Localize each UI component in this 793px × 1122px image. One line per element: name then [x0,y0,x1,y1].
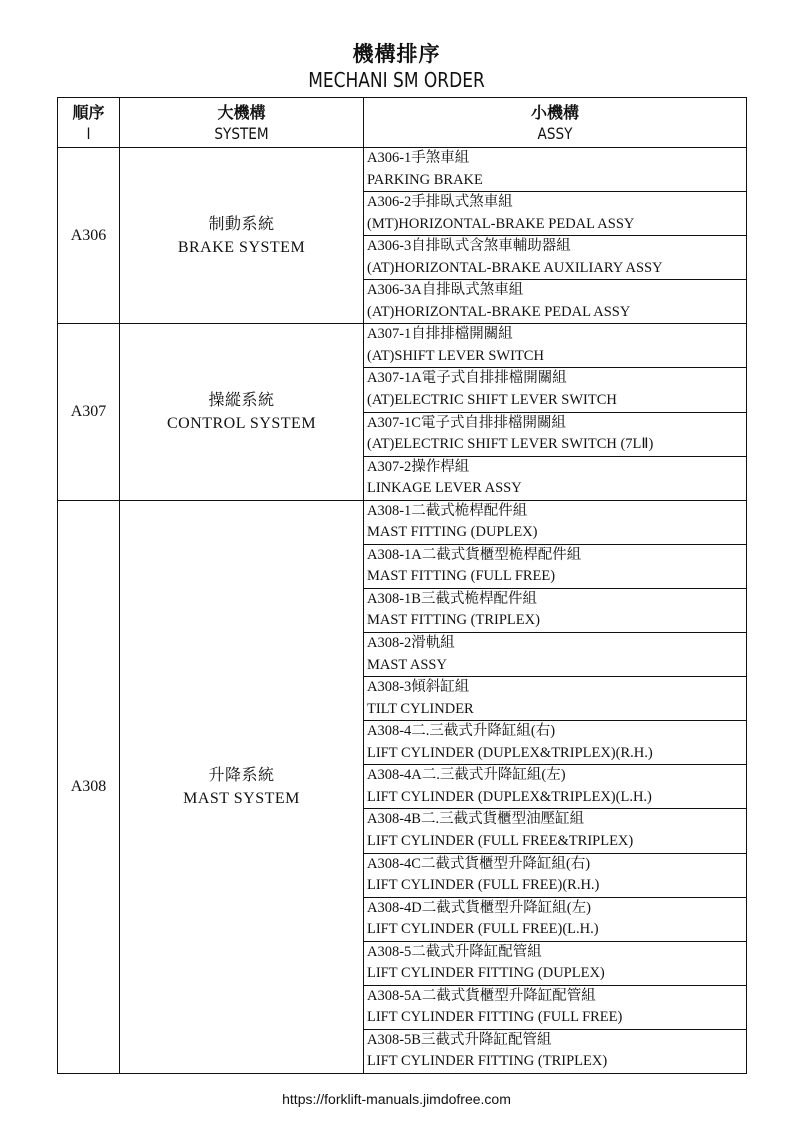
page-subtitle: MECHANI SM ORDER [308,68,485,92]
assy-name-en: LIFT CYLINDER FITTING (DUPLEX) [367,965,605,982]
table-body [58,148,747,1074]
system-name-zh: 操縱系統 [208,392,275,410]
assy-cell [364,588,747,632]
assy-name-zh: A308-4A二.三截式升降缸組(左) [367,767,566,784]
footer-url: https://forklift-manuals.jimdofree.com [282,1091,511,1107]
assy-name-zh: A308-5二截式升降缸配管組 [367,943,542,960]
assy-name-zh: A306-3A自排臥式煞車組 [367,282,524,299]
header-assy-zh: 小機構 [530,102,579,122]
assy-name-zh: A308-5B三截式升降缸配管組 [367,1031,552,1048]
assy-cell [364,236,747,280]
assy-name-zh: A308-3傾斜缸組 [367,679,470,696]
system-name-zh: 升降系統 [208,766,275,784]
assy-name-en: MAST FITTING (DUPLEX) [367,524,538,541]
header-order [58,98,120,148]
assy-name-en: (AT)ELECTRIC SHIFT LEVER SWITCH [367,391,617,408]
assy-name-zh: A308-4二.三截式升降缸組(右) [367,723,556,740]
assy-name-en: MAST FITTING (FULL FREE) [367,568,556,585]
assy-cell [364,721,747,765]
header-assy [364,98,747,148]
assy-cell [364,765,747,809]
header-assy-en: ASSY [537,123,573,143]
assy-cell [364,633,747,677]
assy-name-zh: A306-2手排臥式煞車組 [367,194,513,211]
header-system-en: SYSTEM [214,123,269,143]
assy-name-en: TILT CYLINDER [367,700,474,717]
assy-name-en: (AT)SHIFT LEVER SWITCH [367,347,544,364]
assy-cell [364,280,747,324]
assy-cell [364,897,747,941]
group-code: A308 [58,500,120,1073]
assy-name-zh: A308-4C二截式貨櫃型升降缸組(右) [367,855,591,872]
assy-name-en: (AT)HORIZONTAL-BRAKE PEDAL ASSY [367,303,631,320]
assy-name-en: LINKAGE LEVER ASSY [367,480,522,497]
table-row [58,148,747,192]
group-system [120,324,364,500]
assy-name-zh: A308-1二截式桅桿配件組 [367,502,528,519]
assy-name-en: LIFT CYLINDER (FULL FREE)(R.H.) [367,877,600,893]
assy-cell [364,368,747,412]
assy-cell [364,853,747,897]
system-name-zh: 制動系統 [208,215,275,233]
assy-name-zh: A307-1A電子式自排排檔開關組 [367,370,567,387]
table-row [58,324,747,368]
assy-name-zh: A307-1C電子式自排排檔開關組 [367,414,566,431]
assy-name-en: (AT)ELECTRIC SHIFT LEVER SWITCH (7LⅡ) [367,436,654,453]
assy-cell [364,941,747,985]
assy-cell [364,148,747,192]
group-system [120,148,364,324]
assy-name-zh: A307-1自排排檔開關組 [367,326,513,343]
assy-name-en: (MT)HORIZONTAL-BRAKE PEDAL ASSY [367,215,635,232]
page-title: 機構排序 [352,42,441,66]
assy-cell [364,192,747,236]
assy-cell [364,1029,747,1073]
group-code: A306 [58,148,120,324]
assy-name-zh: A308-4B二.三截式貨櫃型油壓缸組 [367,811,585,828]
assy-name-zh: A306-3自排臥式含煞車輔助器組 [367,238,571,255]
system-name-en: MAST SYSTEM [183,789,300,807]
table-header-row [58,98,747,148]
assy-name-zh: A307-2操作桿組 [367,458,470,475]
assy-cell [364,324,747,368]
system-name-en: BRAKE SYSTEM [177,238,306,256]
assy-name-en: MAST FITTING (TRIPLEX) [367,612,540,629]
assy-cell [364,456,747,500]
assy-name-en: LIFT CYLINDER (DUPLEX&TRIPLEX)(L.H.) [367,788,652,805]
assy-name-zh: A308-5A二截式貨櫃型升降缸配管組 [367,987,596,1004]
group-code: A307 [58,324,120,500]
assy-cell [364,985,747,1029]
assy-name-en: LIFT CYLINDER (DUPLEX&TRIPLEX)(R.H.) [367,744,653,761]
assy-cell [364,500,747,544]
mechanism-order-table [57,97,747,1074]
system-name-en: CONTROL SYSTEM [166,415,317,433]
table-row [58,500,747,544]
group-system [120,500,364,1073]
assy-name-zh: A308-4D二截式貨櫃型升降缸組(左) [367,899,591,916]
assy-cell [364,544,747,588]
assy-name-zh: A308-2滑軌組 [367,635,455,652]
assy-name-en: LIFT CYLINDER (FULL FREE)(L.H.) [367,921,599,938]
assy-name-en: LIFT CYLINDER FITTING (TRIPLEX) [367,1053,608,1070]
assy-name-en: LIFT CYLINDER FITTING (FULL FREE) [367,1009,623,1026]
assy-name-en: PARKING BRAKE [367,171,483,188]
header-system-zh: 大機構 [217,102,266,122]
header-order-zh: 順序 [72,102,105,122]
assy-name-en: LIFT CYLINDER (FULL FREE&TRIPLEX) [367,832,634,849]
assy-name-zh: A306-1手煞車組 [367,150,470,166]
assy-cell [364,412,747,456]
assy-name-zh: A308-1B三截式桅桿配件組 [367,590,537,607]
header-system [120,98,364,148]
assy-name-en: MAST ASSY [367,656,447,673]
header-order-en: I [86,123,91,143]
assy-cell [364,809,747,853]
assy-name-en: (AT)HORIZONTAL-BRAKE AUXILIARY ASSY [367,259,663,276]
assy-cell [364,677,747,721]
assy-name-zh: A308-1A二截式貨櫃型桅桿配件組 [367,546,582,563]
